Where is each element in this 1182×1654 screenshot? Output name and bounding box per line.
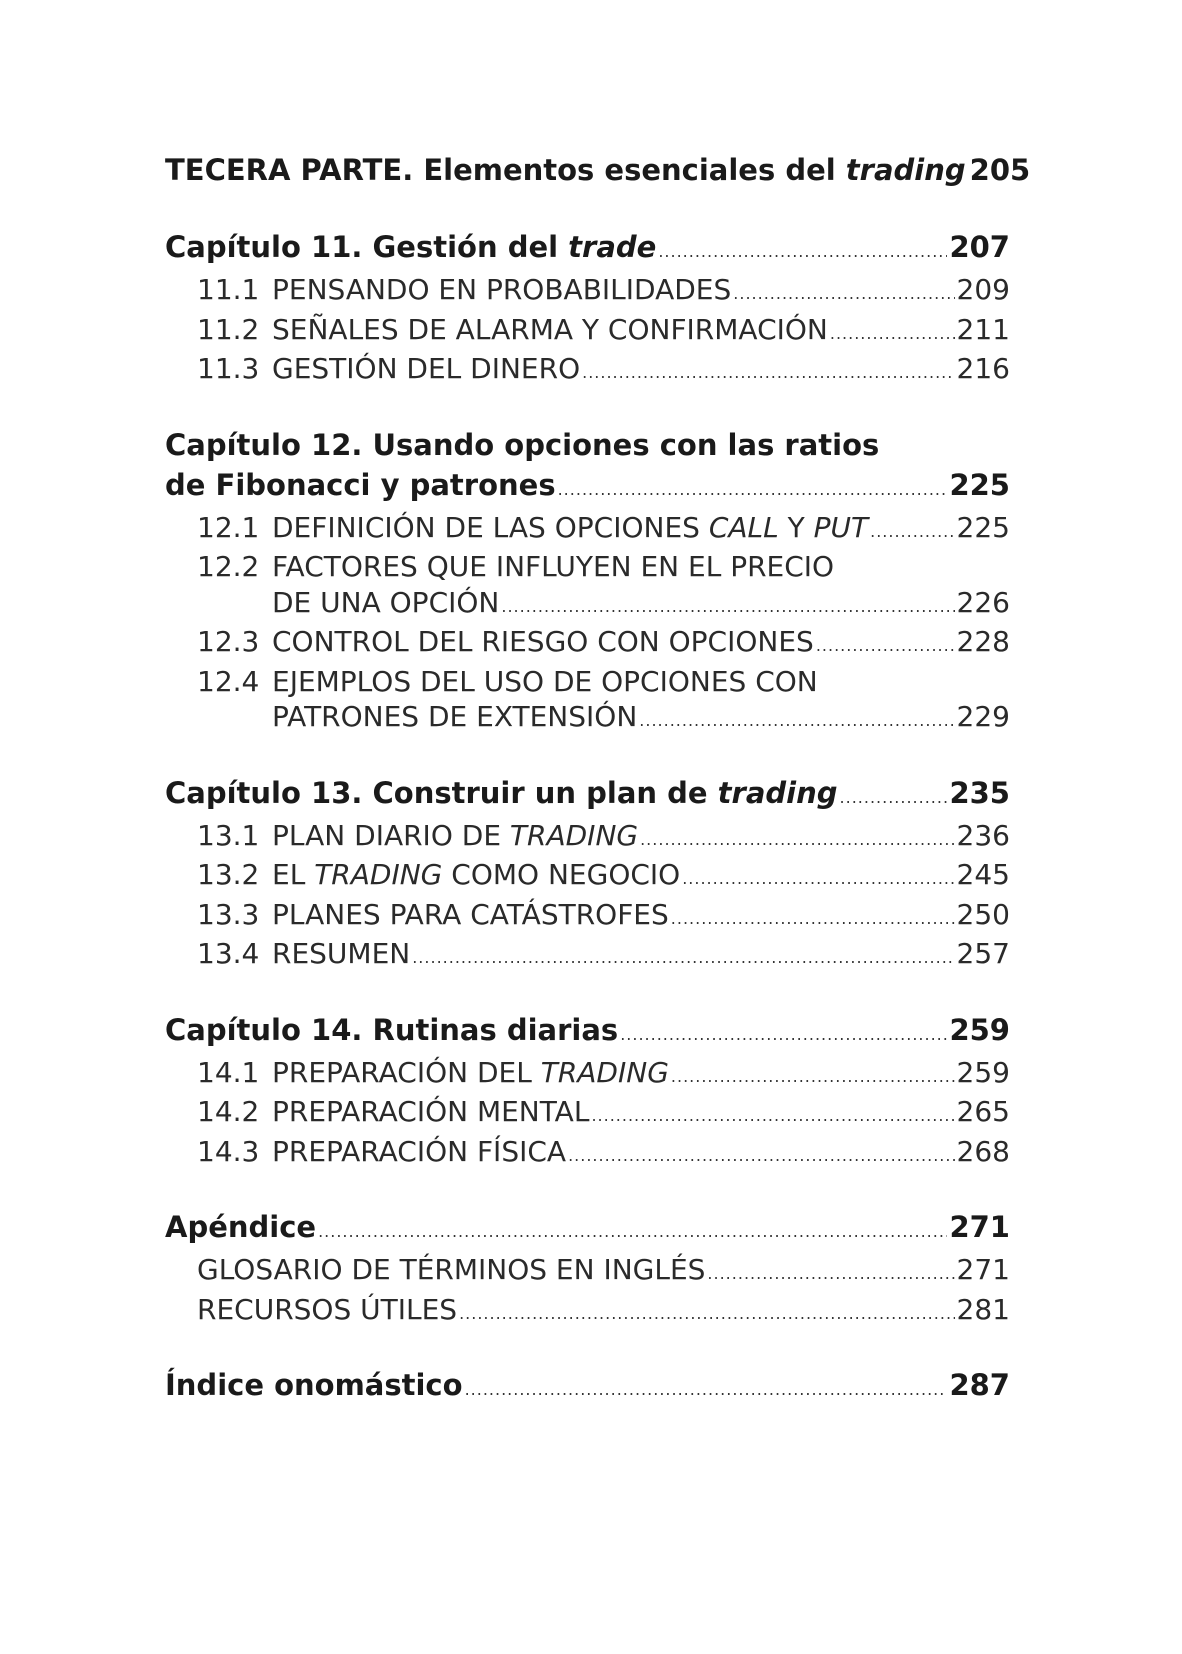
page-number: 245 (956, 858, 1010, 891)
appendix-block (165, 1207, 1010, 1331)
section-14-2[interactable] (165, 1094, 1010, 1134)
leader-dots (412, 940, 954, 976)
appendix-item-resources[interactable] (165, 1292, 1010, 1332)
section-14-3[interactable] (165, 1134, 1010, 1174)
part-three-entry[interactable] (165, 150, 1031, 195)
page-number: 268 (956, 1134, 1010, 1168)
page-number: 229 (956, 700, 1010, 733)
page-number: 235 (949, 775, 1010, 810)
leader-dots (558, 470, 948, 510)
leader-dots (658, 232, 947, 272)
section-title: EJEMPLOS DEL USO DE OPCIONES CON (272, 664, 818, 698)
section-number: 11.3 (197, 352, 260, 385)
leader-dots (639, 703, 954, 739)
chapter-13-block (165, 773, 1010, 976)
section-11-1[interactable] (165, 272, 1010, 312)
chapter-12-entry[interactable] (165, 465, 1010, 510)
page-number: 205 (969, 153, 1031, 187)
page-number: 287 (949, 1368, 1010, 1402)
page-number: 209 (956, 273, 1010, 306)
section-title: GLOSARIO DE TÉRMINOS EN INGLÉS (197, 1253, 706, 1286)
leader-dots (568, 1138, 954, 1174)
section-title: SEÑALES DE ALARMA Y CONFIRMACIÓN (272, 312, 828, 346)
section-number: 14.1 (197, 1055, 260, 1089)
page-number: 211 (956, 312, 1010, 346)
leader-dots (640, 822, 954, 858)
appendix-title: Apéndice (165, 1210, 317, 1244)
chapter-12-block (165, 425, 1010, 739)
leader-dots (582, 355, 954, 391)
leader-dots (816, 628, 955, 664)
leader-dots (830, 316, 955, 352)
page-number: 228 (956, 625, 1010, 658)
leader-dots (707, 1256, 954, 1292)
section-12-2[interactable] (165, 585, 1010, 625)
chapter-title: Capítulo 14. Rutinas diarias (165, 1012, 619, 1047)
section-13-3[interactable] (165, 897, 1010, 937)
section-number: 13.3 (197, 897, 260, 931)
leader-dots (318, 1212, 947, 1252)
section-number: 12.4 (197, 664, 260, 698)
leader-dots (501, 589, 954, 625)
page-number: 259 (949, 1012, 1010, 1047)
leader-dots (591, 1098, 954, 1134)
section-number: 11.1 (197, 273, 260, 306)
chapter-12-title-line1[interactable]: Capítulo 12. Usando opciones con las ratios (165, 427, 880, 462)
leader-dots (682, 861, 954, 897)
section-number: 12.3 (197, 625, 260, 658)
page-number: 271 (956, 1253, 1010, 1286)
page-number: 236 (956, 818, 1010, 852)
section-number: 14.3 (197, 1134, 260, 1168)
table-of-contents (165, 150, 1031, 1444)
section-12-3[interactable] (165, 624, 1010, 664)
section-title: FACTORES QUE INFLUYEN EN EL PRECIO (272, 550, 835, 583)
leader-dots (733, 276, 954, 312)
page-number: 226 (956, 585, 1010, 619)
section-title: GESTIÓN DEL DINERO (272, 352, 581, 385)
page-number: 225 (949, 467, 1010, 502)
section-title: PENSANDO EN PROBABILIDADES (272, 273, 732, 306)
index-block (165, 1365, 1010, 1410)
section-11-3[interactable] (165, 351, 1010, 391)
part-title: TECERA PARTE. Elementos esenciales del trading (165, 153, 966, 187)
page-number: 271 (949, 1210, 1010, 1244)
section-title: PLANES PARA CATÁSTROFES (272, 897, 669, 931)
chapter-14-entry[interactable] (165, 1010, 1010, 1055)
page-number: 281 (956, 1292, 1010, 1326)
leader-dots (671, 901, 955, 937)
section-12-1[interactable]: 12.1 DEFINICIÓN DE LAS OPCIONES CALL Y PUT ..... 225 (165, 510, 1010, 550)
section-title: PREPARACIÓN FÍSICA (272, 1134, 567, 1168)
section-number: 13.2 (197, 858, 260, 891)
chapter-14-block (165, 1010, 1010, 1174)
section-number: 12.2 (197, 550, 260, 583)
section-12-2-line1[interactable] (165, 549, 1010, 585)
leader-dots (459, 1296, 954, 1332)
section-title: PREPARACIÓN MENTAL (272, 1095, 590, 1128)
section-number: 11.2 (197, 312, 260, 346)
section-title: DE UNA OPCIÓN (272, 585, 500, 619)
leader-dots (840, 778, 948, 818)
leader-dots (465, 1370, 948, 1410)
section-number: 13.1 (197, 818, 260, 852)
index-entry[interactable] (165, 1365, 1010, 1410)
page-number: 225 (956, 510, 1010, 544)
leader-dots (671, 1059, 955, 1095)
page-number: 259 (956, 1055, 1010, 1089)
section-11-2[interactable] (165, 312, 1010, 352)
chapter-11-block (165, 227, 1010, 391)
section-title: RESUMEN (272, 937, 411, 970)
section-number: 12.1 (197, 510, 260, 544)
chapter-11-entry[interactable] (165, 227, 1010, 272)
section-13-4[interactable] (165, 936, 1010, 976)
section-title: RECURSOS ÚTILES (197, 1292, 458, 1326)
section-number: 13.4 (197, 937, 260, 970)
section-title: PATRONES DE EXTENSIÓN (272, 700, 638, 733)
leader-dots (870, 514, 954, 550)
page-number: 207 (949, 230, 1010, 264)
chapter-13-entry[interactable] (165, 773, 1010, 818)
part-three-block (165, 150, 1031, 195)
leader-dots (620, 1015, 947, 1055)
section-13-2[interactable]: 13.2 EL TRADING COMO NEGOCIO ..... 245 (165, 857, 1010, 897)
page-number: 250 (956, 897, 1010, 931)
section-12-4-line1[interactable] (165, 664, 1010, 700)
chapter-title: Capítulo 11. Gestión del trade (165, 230, 657, 264)
section-number: 14.2 (197, 1095, 260, 1128)
chapter-title: de Fibonacci y patrones (165, 467, 556, 502)
page-number: 265 (956, 1095, 1010, 1128)
section-14-1[interactable]: 14.1 PREPARACIÓN DEL TRADING ..... 259 (165, 1055, 1010, 1095)
section-12-4[interactable] (165, 699, 1010, 739)
chapter-title: Capítulo 13. Construir un plan de trading (165, 775, 838, 810)
section-13-1[interactable]: 13.1 PLAN DIARIO DE TRADING ..... 236 (165, 818, 1010, 858)
page-number: 216 (956, 352, 1010, 385)
index-title: Índice onomástico (165, 1368, 463, 1402)
appendix-entry[interactable] (165, 1207, 1010, 1252)
page-number: 257 (956, 937, 1010, 970)
appendix-item-glossary[interactable] (165, 1252, 1010, 1292)
section-title: CONTROL DEL RIESGO CON OPCIONES (272, 625, 814, 658)
